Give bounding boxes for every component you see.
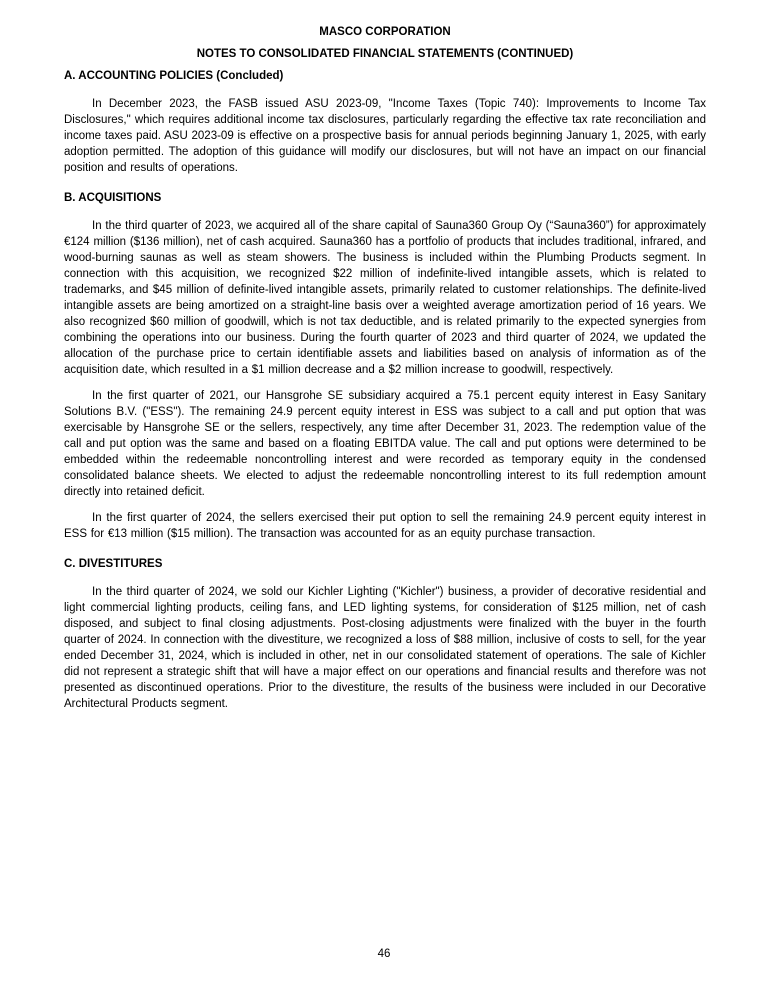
section-heading-acquisitions: B. ACQUISITIONS: [64, 192, 162, 204]
paragraph-kichler-divestiture: In the third quarter of 2024, we sold our Kichler Lighting ("Kichler") business, a provider of decorative residential and light commercial lighting products, ceiling fans, and LED lighting systems, for consideration of $125 million, net of cash disposed, and subject to final closing adjustments. Post-closing adjustments were finalized with the buyer in the fourth quarter of 2024. In connection with the divestiture, we recognized a loss of $88 million, inclusive of costs to sell, for the year ended December 31, 2024, which is included in other, net in our consolidated statement of operations. The sale of Kichler did not represent a strategic shift that will have a major effect on our operations and financial results and therefore was not presented as discontinued operations. Prior to the divestiture, the results of the business were included in our Decorative Architectural Products segment.: [64, 586, 706, 710]
page-number: 46: [377, 948, 391, 960]
section-accounting-policies: [64, 68, 706, 176]
page-footer: [0, 946, 768, 962]
paragraph-asu-2023-09: In December 2023, the FASB issued ASU 2023-09, "Income Taxes (Topic 740): Improvements to Income Tax Disclosures," which requires additional income tax disclosures, particularly regarding the effective tax rate reconciliation and income taxes paid. ASU 2023-09 is effective on a prospective basis for annual periods beginning January 1, 2025, with early adoption permitted. The adoption of this guidance will modify our disclosures, but will not have an impact on our financial position and results of operations.: [64, 98, 706, 174]
paragraph-hansgrohe-ess: In the first quarter of 2021, our Hansgrohe SE subsidiary acquired a 75.1 percent equity interest in Easy Sanitary Solutions B.V. ("ESS"). The remaining 24.9 percent equity interest in ESS was subject to a call and put option that was exercisable by Hansgrohe SE or the sellers, respectively, any time after December 31, 2023. The redemption value of the call and put option was the same and based on a floating EBITDA value. The call and put options were determined to be embedded within the redeemable noncontrolling interest and were recorded as temporary equity in the condensed consolidated balance sheets. We elected to adjust the redeemable noncontrolling interest to its full redemption amount directly into retained deficit.: [64, 390, 706, 498]
company-title: MASCO CORPORATION: [319, 26, 451, 38]
section-divestitures: [64, 556, 706, 712]
section-acquisitions: [64, 190, 706, 542]
paragraph-ess-put-option: In the first quarter of 2024, the sellers exercised their put option to sell the remaining 24.9 percent equity interest in ESS for €13 million ($15 million). The transaction was accounted for as an equity purchase transaction.: [64, 512, 706, 540]
section-heading-accounting-policies: A. ACCOUNTING POLICIES (Concluded): [64, 70, 284, 82]
section-heading-divestitures: C. DIVESTITURES: [64, 558, 163, 570]
paragraph-sauna360-acquisition: In the third quarter of 2023, we acquired all of the share capital of Sauna360 Group Oy (“Sauna360”) for approximately €124 million ($136 million), net of cash acquired. Sauna360 has a portfolio of products that includes traditional, infrared, and wood-burning saunas as well as steam showers. The business is included within the Plumbing Products segment. In connection with this acquisition, we recognized $22 million of indefinite-lived intangible assets, which is related to trademarks, and $45 million of definite-lived intangible assets, primarily related to customer relationships. The definite-lived intangible assets are being amortized on a straight-line basis over a weighted average amortization period of 16 years. We also recognized $60 million of goodwill, which is not tax deductible, and is related primarily to the expected synergies from combining the operations into our business. During the fourth quarter of 2023 and third quarter of 2024, we updated the allocation of the purchase price to certain identifiable assets and liabilities based on analysis of information as of the acquisition date, which resulted in a $1 million decrease and a $2 million increase to goodwill, respectively.: [64, 220, 706, 376]
document-title: NOTES TO CONSOLIDATED FINANCIAL STATEMENTS (CONTINUED): [196, 48, 574, 60]
